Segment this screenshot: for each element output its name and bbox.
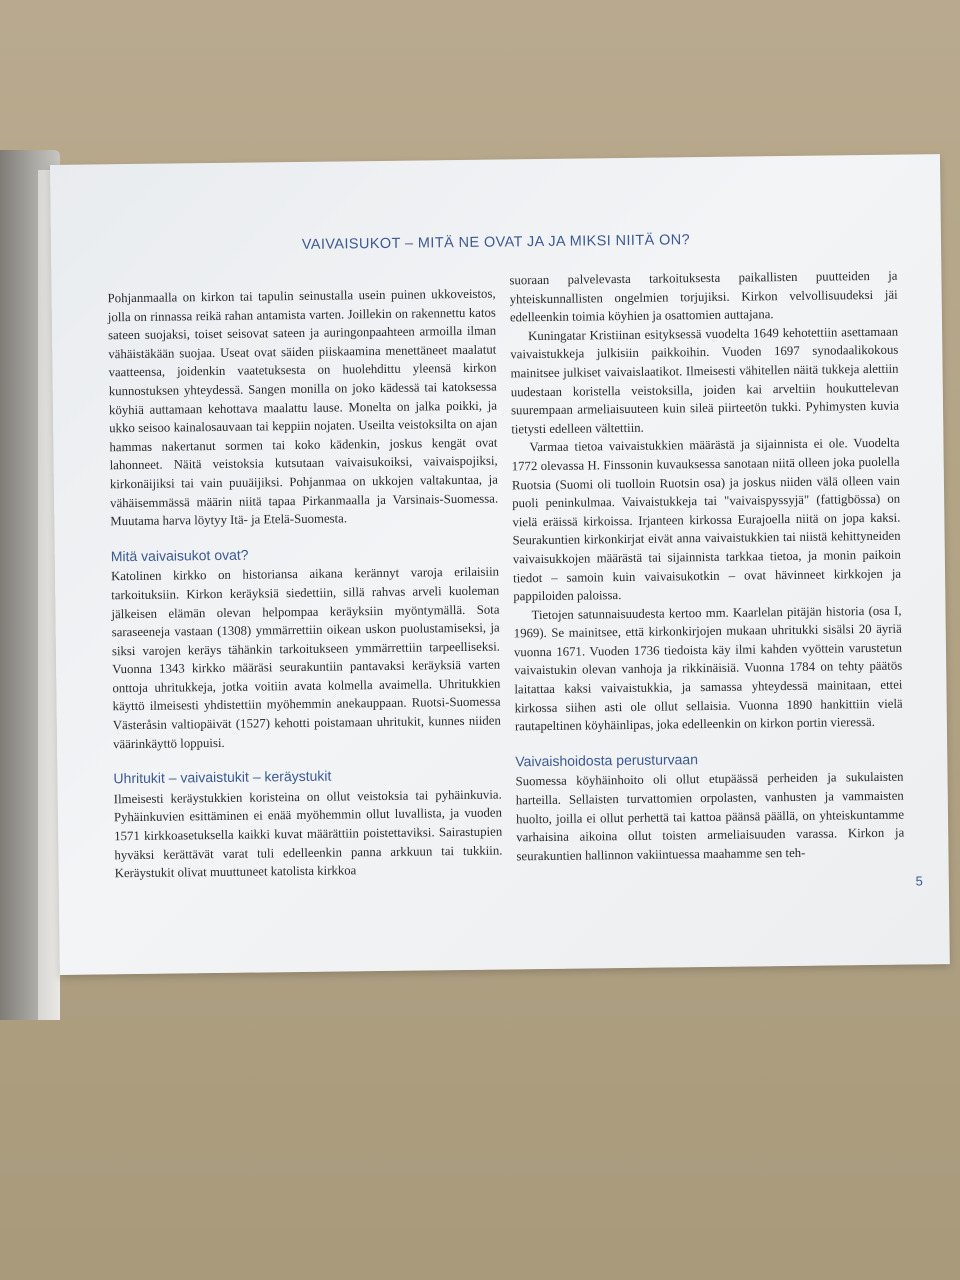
paragraph: Ilmeisesti keräystukkien koristeina on ollut veistoksia tai pyhäinkuvia. Pyhäinkuvien esittäminen ei enää myöhemmin ollut luvallista, ja vuoden 1571 kirkkoasetuksella kaikki kuvat määrättiin poistettaviksi. Sairastupien hyväksi kerättävät varat tuli edelleenkin panna arkkuun tai tukkiin. Keräystukit olivat muuttuneet katolista kirkkoa bbox=[113, 787, 503, 881]
paragraph: Kuningatar Kristiinan esityksessä vuodelta 1649 kehotettiin asettamaan vaivaistukkeja julkisiin paikkoihin. Vuoden 1697 synodaalikokous mainitsee julkiset vaivaislaatikot. Ilmeisesti vähitellen näitä tukkeja alettiin uudestaan koristella veistoksilla, joiden kai arveltiin houkuttelevan suurempaan armeliaisuuteen kuin sileä piirteetön tukki. Pyhimysten kuvia tietysti edelleen vältettiin. bbox=[510, 324, 900, 437]
paragraph: Katolinen kirkko on historiansa aikana kerännyt varoja erilaisiin tarkoituksiin. Kirkon keräyksiä siedettiin, sillä rahvas arveli kuoleman jälkeisen elämän olevan helpompaa keräyksiin myöntymällä. Sota saraseeneja vastaan (1308) ymmärrettiin oikean uskon puolustamiseksi, ja siksi varojen keräys tähänkin tarkoitukseen ymmärrettiin tarpeelliseksi. Vuonna 1343 kirkko määräsi seurakuntiin pantavaksi keräyksiä varten onttoja uhritukkeja, jotka voitiin avata kolmella avaimella. Uhritukkien käyttö ilmeisesti yhdistettiin myöhemmin anekauppaan. Ruotsi-Suomessa Västeråsin valtiopäivät (1527) kehotti poistamaan uhritukit, kunnes niiden väärinkäyttö loppuisi. bbox=[110, 564, 501, 751]
book-page bbox=[50, 154, 950, 975]
page-title: VAIVAISUKOT – MITÄ NE OVAT JA JA MIKSI NIITÄ ON? bbox=[301, 232, 691, 253]
section-heading: Uhritukit – vaivaistukit – keräystukit bbox=[113, 767, 332, 787]
section-heading: Mitä vaivaisukot ovat? bbox=[110, 546, 249, 565]
section-heading: Vaivaishoidosta perusturvaan bbox=[515, 750, 699, 770]
paragraph: suoraan palvelevasta tarkoituksesta paikallisten puutteiden ja yhteiskunnallisten ongelmien torjujiksi. Kirkon velvollisuudeksi jäi edelleenkin toimia köyhien ja osattomien auttajana. bbox=[509, 268, 898, 325]
left-column bbox=[108, 285, 503, 884]
paragraph: Pohjanmaalla on kirkon tai tapulin seinustalla usein puinen ukkoveistos, jolla on rinnassa reikä rahan antamista varten. Joillekin on rakennettu katos sateen suojaksi, toiset seisovat sateen ja auringonpaahteen armoilla ilman vähäistäkään suojaa. Useat ovat säiden piiskaamina menettäneet maalatut vaatteensa, joidenkin vaatetuksesta on huolehdittu yleensä kirkon kunnostuksen yhteydessä. Sangen monilla on joko kädessä tai katoksessa köyhiä auttamaan kehottava maalattu lause. Monelta on jalka poikki, ja ukko seisoo kainalosauvaan tai keppiin nojaten. Useilta veistoksilta on ajan hammas nakertanut sormen tai koko kädenkin, joskus kengät ovat lahonneet. Näitä veistoksia kutsutaan vaivaisukoiksi, vaivaispojiksi, kirkonäijiksi tai vain puuäijiksi. Pohjanmaa on ukkojen valtakuntaa, ja vähäisemmässä määrin niitä tapaa Pirkanmaalla ja Varsinais-Suomessa. Muutama harva löytyy Itä- ja Etelä-Suomesta. bbox=[107, 286, 499, 529]
paragraph: Suomessa köyhäinhoito oli ollut etupäässä perheiden ja sukulaisten harteilla. Sellaisten turvattomien orpolasten, vanhusten ja vammaisten huolto, joilla ei ollut perhettä tai kattoa päänsä päällä, on yhteiskuntamme varhaisina aikoina ollut toisten armeliaisuuden varassa. Kirkon ja seurakuntien hallinnon vakiintuessa maahamme sen teh- bbox=[515, 770, 905, 864]
paragraph: Varmaa tietoa vaivaistukkien määrästä ja sijainnista ei ole. Vuodelta 1772 olevassa H. Finssonin kuvauksessa sanotaan niitä olleen joka puolella Ruotsia (Suomi oli tuolloin Ruotsin osa) ja joskus niiden välä olleen vain puoli peninkulmaa. Vaivaistukkeja tai "vaivaispyssyjä" (fattigbössa) on vielä eräissä kirkoissa. Irjanteen kirkossa Eurajoella niitä on jopa kaksi. Seurakuntien kirkonkirjat eivät anna vaivaistukkien tai niistä kehittyneiden vaivaisukkojen määrästä tai sijainnista tarkkaa tietoa, ja monin paikoin tiedot – samoin kuin vaivaisukotkin – ovat hävinneet kirkkojen ja pappiloiden paloissa. bbox=[511, 435, 902, 604]
page-number: 5 bbox=[915, 873, 923, 889]
paragraph: Tietojen satunnaisuudesta kertoo mm. Kaarlelan pitäjän historia (osa I, 1969). Se mainitsee, että kirkonkirjojen mukaan uhritukki sisälsi 20 äyriä vuonna 1671. Vuoden 1736 tiedoista käy ilmi kahden vyöttein varustetun vaivaistukin olevan vanhoja ja rikkinäisiä. Vuonna 1784 on tehty päätös laitattaa kaksi vaivaistukkia, ja samassa yhteydessä mainitaan, ettei kirkossa siihen asti ole ollut sellaisia. Vuonna 1890 hankittiin vielä rautapeltinen köyhäinlipas, joka edelleenkin on kirkon portin vieressä. bbox=[513, 603, 903, 734]
right-column bbox=[509, 267, 904, 866]
